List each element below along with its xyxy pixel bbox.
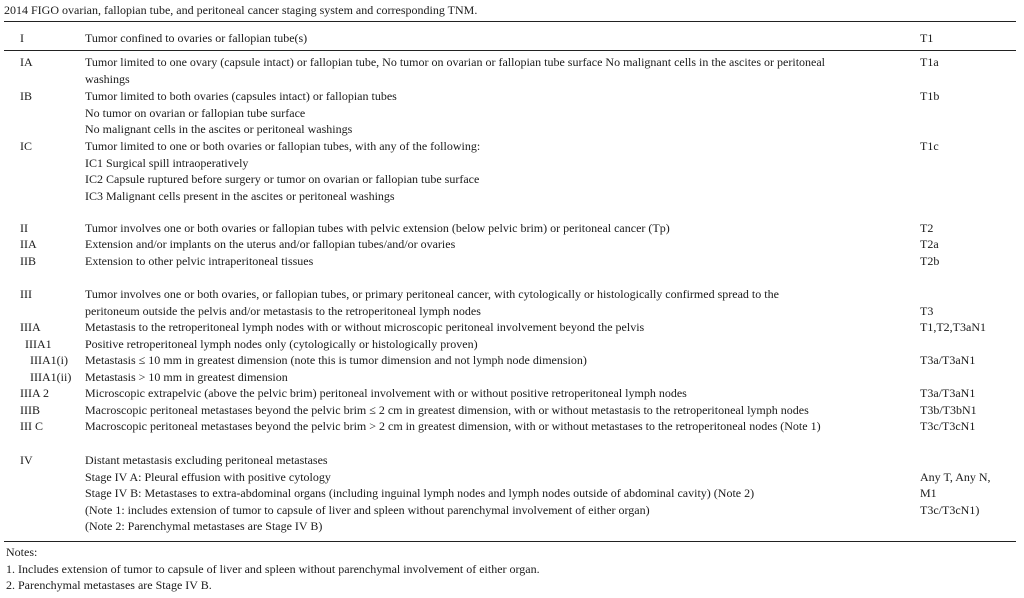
- description-cell: [85, 30, 915, 47]
- notes-heading: Notes:: [6, 545, 38, 559]
- description-cell: [85, 286, 915, 319]
- description-line: Tumor limited to one ovary (capsule intact) or fallopian tube, No tumor on ovarian or fallopian tube surface No malignant cells in the ascites or peritoneal: [85, 55, 826, 69]
- description-line: Distant metastasis excluding peritoneal metastases: [85, 453, 328, 467]
- description-line: peritoneum outside the pelvis and/or metastasis to the retroperitoneal lymph nodes: [85, 303, 481, 318]
- description-cell: [85, 319, 915, 336]
- description-line: IC2 Capsule ruptured before surgery or tumor on ovarian or fallopian tube surface: [85, 172, 480, 186]
- tnm-cell: [920, 286, 1020, 319]
- description-line: Tumor limited to one or both ovaries or fallopian tubes, with any of the following:: [85, 139, 481, 153]
- tnm-cell: [920, 30, 1020, 47]
- tnm-line: T2b: [920, 254, 940, 268]
- description-cell: [85, 352, 915, 369]
- stage-cell: IIIA 2: [20, 386, 49, 400]
- tnm-line: T3b/T3bN1: [920, 403, 977, 417]
- top-rule: [4, 21, 1016, 22]
- tnm-line: T2a: [920, 237, 939, 251]
- tnm-line: T3c/T3cN1): [920, 502, 980, 517]
- description-line: (Note 1: includes extension of tumor to capsule of liver and spleen without parenchymal involvement of either organ): [85, 502, 650, 517]
- tnm-line: T2: [920, 221, 934, 235]
- stage-cell: IIIB: [20, 403, 40, 417]
- tnm-line: T3: [920, 303, 934, 318]
- description-cell: [85, 402, 915, 419]
- tnm-line: T1b: [920, 89, 940, 103]
- tnm-line: [920, 452, 1020, 469]
- tnm-line: T1,T2,T3aN1: [920, 320, 986, 334]
- description-line: No tumor on ovarian or fallopian tube surface: [85, 105, 306, 120]
- tnm-cell: [920, 369, 1020, 386]
- description-cell: [85, 336, 915, 353]
- tnm-cell: [920, 54, 1020, 71]
- tnm-line: M1: [920, 486, 937, 500]
- description-line: Metastasis > 10 mm in greatest dimension: [85, 370, 288, 384]
- description-line: Metastasis to the retroperitoneal lymph nodes with or without microscopic peritoneal involvement beyond the pelvis: [85, 320, 645, 334]
- tnm-cell: [920, 352, 1020, 369]
- stage-cell: IV: [20, 453, 33, 467]
- tnm-line: [920, 286, 1020, 303]
- description-line: Tumor limited to both ovaries (capsules intact) or fallopian tubes: [85, 89, 397, 103]
- stage-cell: IIIA1(ii): [30, 370, 72, 384]
- description-line: IC3 Malignant cells present in the ascites or peritoneal washings: [85, 188, 395, 203]
- stage-cell: IB: [20, 89, 32, 103]
- note-item: 1. Includes extension of tumor to capsule of liver and spleen without parenchymal involvement of either organ.: [6, 561, 540, 576]
- tnm-line: T3c/T3cN1: [920, 419, 976, 433]
- stage-cell: I: [20, 31, 24, 45]
- description-line: (Note 2: Parenchymal metastases are Stage IV B): [85, 519, 323, 533]
- description-cell: [85, 88, 915, 138]
- tnm-cell: [920, 220, 1020, 237]
- description-line: IC1 Surgical spill intraoperatively: [85, 155, 249, 170]
- description-cell: [85, 385, 915, 402]
- tnm-line: T1c: [920, 139, 939, 153]
- stage-cell: IIIA1(i): [30, 353, 68, 367]
- tnm-line: T3a/T3aN1: [920, 386, 976, 400]
- bottom-rule: [4, 541, 1016, 542]
- description-line: washings: [85, 71, 130, 86]
- description-cell: [85, 369, 915, 386]
- description-line: Tumor confined to ovaries or fallopian tube(s): [85, 31, 308, 45]
- description-line: Tumor involves one or both ovaries or fallopian tubes with pelvic extension (below pelvic brim) or peritoneal cancer (Tp): [85, 221, 670, 235]
- tnm-line: [920, 369, 1020, 386]
- tnm-cell: [920, 236, 1020, 253]
- stage-cell: IA: [20, 55, 33, 69]
- description-line: Extension to other pelvic intraperitoneal tissues: [85, 254, 314, 268]
- tnm-line: T3a/T3aN1: [920, 353, 976, 367]
- tnm-cell: [920, 418, 1020, 435]
- tnm-cell: [920, 138, 1020, 155]
- tnm-cell: [920, 402, 1020, 419]
- tnm-cell: [920, 336, 1020, 353]
- description-line: Microscopic extrapelvic (above the pelvic brim) peritoneal involvement with or without positive retroperitoneal lymph nodes: [85, 386, 687, 400]
- notes-section: [6, 544, 540, 594]
- description-cell: [85, 418, 915, 435]
- tnm-cell: [920, 88, 1020, 105]
- description-line: Extension and/or implants on the uterus and/or fallopian tubes/and/or ovaries: [85, 237, 456, 251]
- stage-cell: II: [20, 221, 28, 235]
- description-line: Stage IV B: Metastases to extra-abdominal organs (including inguinal lymph nodes and lymph nodes outside of abdominal cavity) (Note 2): [85, 486, 755, 500]
- tnm-line: [920, 336, 1020, 353]
- tnm-line: Any T, Any N,: [920, 469, 991, 484]
- stage-cell: IC: [20, 139, 32, 153]
- description-cell: [85, 220, 915, 237]
- stage-cell: IIIA: [20, 320, 41, 334]
- description-line: No malignant cells in the ascites or peritoneal washings: [85, 122, 353, 136]
- description-line: Macroscopic peritoneal metastases beyond the pelvic brim ≤ 2 cm in greatest dimension, with or without metastasis to the retroperitoneal lymph nodes: [85, 403, 809, 417]
- tnm-cell: [920, 253, 1020, 270]
- description-line: Metastasis ≤ 10 mm in greatest dimension (note this is tumor dimension and not lymph node dimension): [85, 353, 587, 367]
- tnm-cell: [920, 319, 1020, 336]
- description-line: Macroscopic peritoneal metastases beyond the pelvic brim > 2 cm in greatest dimension, with or without metastases to the retroperitoneal nodes (Note 1): [85, 419, 821, 433]
- stage-cell: IIA: [20, 237, 37, 251]
- description-line: Positive retroperitoneal lymph nodes only (cytologically or histologically proven): [85, 337, 478, 351]
- description-cell: [85, 138, 915, 204]
- stage-cell: III C: [20, 419, 43, 433]
- table-title: 2014 FIGO ovarian, fallopian tube, and peritoneal cancer staging system and corresponding TNM.: [4, 3, 478, 17]
- stage-cell: III: [20, 287, 32, 301]
- note-item: 2. Parenchymal metastases are Stage IV B.: [6, 578, 212, 592]
- tnm-line: T1: [920, 31, 934, 45]
- stage-cell: IIB: [20, 254, 36, 268]
- description-cell: [85, 452, 915, 535]
- header-rule: [4, 50, 1016, 51]
- stage-cell: IIIA1: [25, 337, 52, 351]
- tnm-cell: [920, 452, 1020, 518]
- tnm-cell: [920, 385, 1020, 402]
- description-cell: [85, 253, 915, 270]
- description-cell: [85, 54, 915, 87]
- description-cell: [85, 236, 915, 253]
- description-line: Stage IV A: Pleural effusion with positive cytology: [85, 469, 331, 484]
- description-line: Tumor involves one or both ovaries, or fallopian tubes, or primary peritoneal cancer, with cytologically or histologically confirmed spread to the: [85, 287, 779, 301]
- tnm-line: T1a: [920, 55, 939, 69]
